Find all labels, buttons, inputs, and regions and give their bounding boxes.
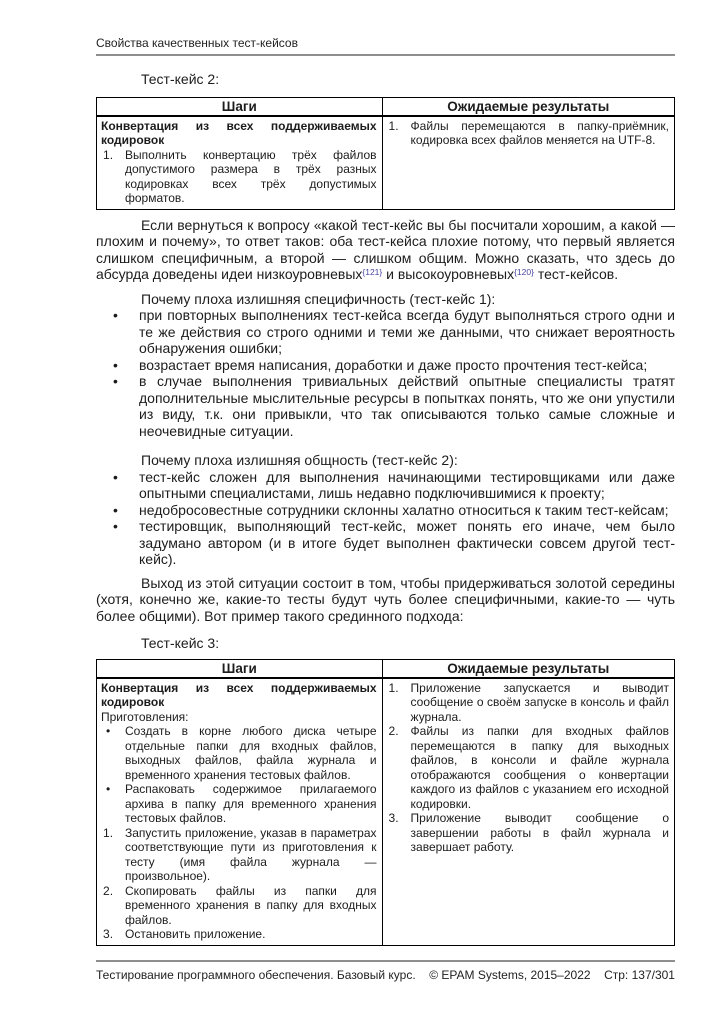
- footer-book-title: Тестирование программного обеспечения. Базовый курс.: [96, 968, 416, 982]
- list-item: • возрастает время написания, доработки и даже просто прочтения тест-кейса;: [96, 357, 675, 374]
- result-item: Файлы перемещаются в папку-приёмник, кодировка всех файлов меняется на UTF-8.: [410, 118, 669, 147]
- testcase-2-label: Тест-кейс 2:: [141, 71, 220, 87]
- footnote-ref-121[interactable]: {121}: [362, 267, 383, 277]
- step-item: Запустить приложение, указав в параметрах соответствующие пути из приготовления к тесту (имя файла журнала — произвольное).: [125, 825, 377, 883]
- list-item: • недобросовестные сотрудники склонны халатно относиться к таким тест-кейсам;: [96, 502, 675, 519]
- testcase-3-table: [96, 659, 675, 946]
- footer-page-number: Стр: 137/301: [604, 968, 675, 982]
- header-rule: [96, 54, 675, 56]
- list-item: • тест-кейс сложен для выполнения начинающими тестировщиками или даже опытными специалистами, лишь недавно подключившимися к проекту;: [96, 469, 675, 502]
- table-row: [97, 678, 675, 946]
- preparations-label: Приготовления:: [101, 709, 189, 724]
- paragraph-text: Если вернуться к вопросу «какой тест-кейс вы бы посчитали хорошим, а какой — плохим и почему», то ответ таков: оба тест-кейса плохие потому, что первый является слишком специфичным, а второй — слишком общим. Можно сказать, что здесь до абсурда доведены идеи низкоуровневых: [96, 216, 675, 282]
- steps-cell: [97, 678, 383, 946]
- page-footer: [96, 960, 675, 982]
- why-specific-heading: Почему плоха излишняя специфичность (тест-кейс 1):: [141, 290, 496, 307]
- why-specific-list: [96, 307, 675, 439]
- result-item: Приложение запускается и выводит сообщение о своём запуске в консоль и файл журнала.: [410, 680, 669, 724]
- testcase-title: Конвертация из всех поддерживаемых кодировок: [101, 118, 377, 147]
- page-body: [96, 71, 675, 946]
- preparation-item: • Создать в корне любого диска четыре отдельные папки для входных файлов, выходных файлов, файла журнала и временного хранения тестовых файлов.: [101, 724, 377, 782]
- column-header-steps: Шаги: [97, 659, 383, 678]
- result-item: Файлы из папки для входных файлов перемещаются в папку для выходных файлов, в консоли и файле журнала отображаются сообщения о конвертации каждого из файлов с указанием его исходной кодировки.: [410, 724, 669, 811]
- footnote-ref-120[interactable]: {120}: [514, 267, 534, 277]
- page-header: [96, 0, 675, 56]
- why-general-heading: Почему плоха излишняя общность (тест-кейс 2):: [141, 452, 458, 468]
- table-header-row: [97, 97, 675, 116]
- running-header-title: Свойства качественных тест-кейсов: [96, 36, 298, 50]
- result-item: Приложение выводит сообщение о завершении работы в файл журнала и завершает работу.: [410, 811, 669, 854]
- why-general-list: [96, 469, 675, 568]
- testcase-title: Конвертация из всех поддерживаемых кодировок: [101, 680, 377, 709]
- testcase-3-label: Тест-кейс 3:: [141, 635, 220, 651]
- step-item: Выполнить конвертацию трёх файлов допустимого размера в трёх разных кодировках всех трёх допустимых форматов.: [125, 147, 377, 205]
- paragraph-text: и высокоуровневых: [382, 266, 515, 282]
- list-item: • при повторных выполнениях тест-кейса всегда будут выполняться строго одни и те же действия со строго одними и теми же данными, что снижает вероятность обнаружения ошибки;: [96, 307, 675, 357]
- paragraph-text: тест-кейсов.: [533, 266, 619, 282]
- step-item: Остановить приложение.: [125, 927, 266, 941]
- expected-results-cell: [382, 116, 674, 210]
- preparation-item: • Распаковать содержимое прилагаемого архива в папку для временного хранения тестовых файлов.: [101, 782, 377, 826]
- footer-copyright: © EPAM Systems, 2015–2022: [429, 968, 591, 982]
- column-header-steps: Шаги: [97, 97, 383, 116]
- list-item: • в случае выполнения тривиальных действий опытные специалисты тратят дополнительные мыслительные ресурсы в попытках понять, что же они упустили из виду, т.к. они привыкли, что так описываются только самые сложные и неочевидные ситуации.: [96, 373, 675, 439]
- table-header-row: [97, 659, 675, 678]
- steps-cell: [97, 116, 383, 210]
- list-item: • тестировщик, выполняющий тест-кейс, может понять его иначе, чем было задумано автором (и в итоге будет выполнен фактически совсем другой тест-кейс).: [96, 518, 675, 568]
- table-row: [97, 116, 675, 210]
- testcase-2-table: [96, 97, 675, 210]
- paragraph-good-vs-bad: [96, 217, 675, 283]
- step-item: Скопировать файлы из папки для временного хранения в папку для входных файлов.: [125, 883, 377, 927]
- column-header-expected-results: Ожидаемые результаты: [382, 97, 674, 116]
- expected-results-cell: [382, 678, 674, 946]
- column-header-expected-results: Ожидаемые результаты: [382, 659, 674, 678]
- paragraph-golden-mean: Выход из этой ситуации состоит в том, чтобы придерживаться золотой середины (хотя, конечно же, какие-то тесты будут чуть более специфичными, какие-то — чуть более общими). Вот пример такого срединного подхода:: [96, 574, 675, 624]
